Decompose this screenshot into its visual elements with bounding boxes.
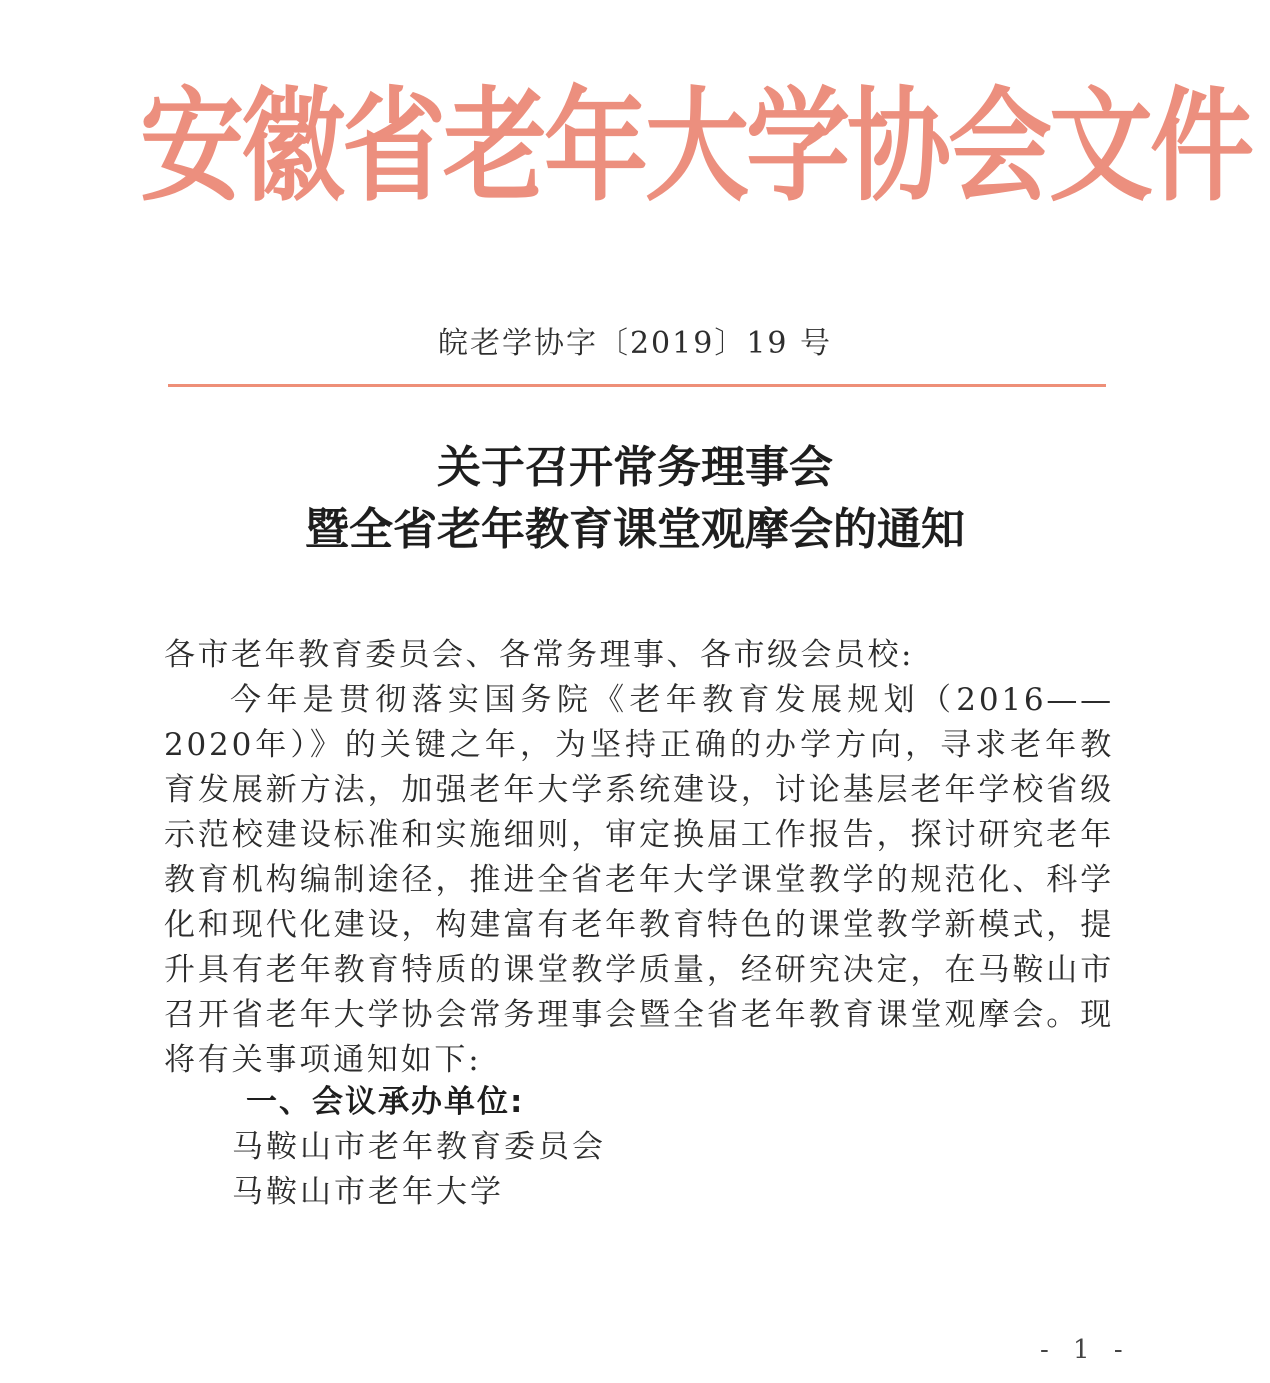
issuer-title: 安徽省老年大学协会文件 xyxy=(140,74,1252,219)
body-paragraph: 今年是贯彻落实国务院《老年教育发展规划（2016——2020年）》的关键之年，为坚持正确的办学方向，寻求老年教育发展新方法，加强老年大学系统建设，讨论基层老年学校省级示范校建设标准和实施细则，审定换届工作报告，探讨研究老年教育机构编制途径，推进全省老年大学课堂教学的规范化、科学化和现代化建设，构建富有老年教育特色的课堂教学新模式，提升具有老年教育特质的课堂教学质量，经研究决定，在马鞍山市召开省老年大学协会常务理事会暨全省老年教育课堂观摩会。现将有关事项通知如下: xyxy=(164,682,1114,1078)
document-number: 皖老学协字〔2019〕19 号 xyxy=(437,326,833,361)
page-number: - 1 - xyxy=(1040,1335,1131,1365)
red-divider-rule xyxy=(168,384,1106,387)
notice-title-line2: 暨全省老年教育课堂观摩会的通知 xyxy=(305,504,965,555)
organizer-item: 马鞍山市老年大学 xyxy=(232,1174,504,1210)
section-heading-organizers: 一、会议承办单位: xyxy=(246,1084,525,1120)
salutation: 各市老年教育委员会、各常务理事、各市级会员校: xyxy=(164,637,914,673)
organizer-item: 马鞍山市老年教育委员会 xyxy=(232,1129,606,1165)
notice-title-line1: 关于召开常务理事会 xyxy=(437,442,833,493)
